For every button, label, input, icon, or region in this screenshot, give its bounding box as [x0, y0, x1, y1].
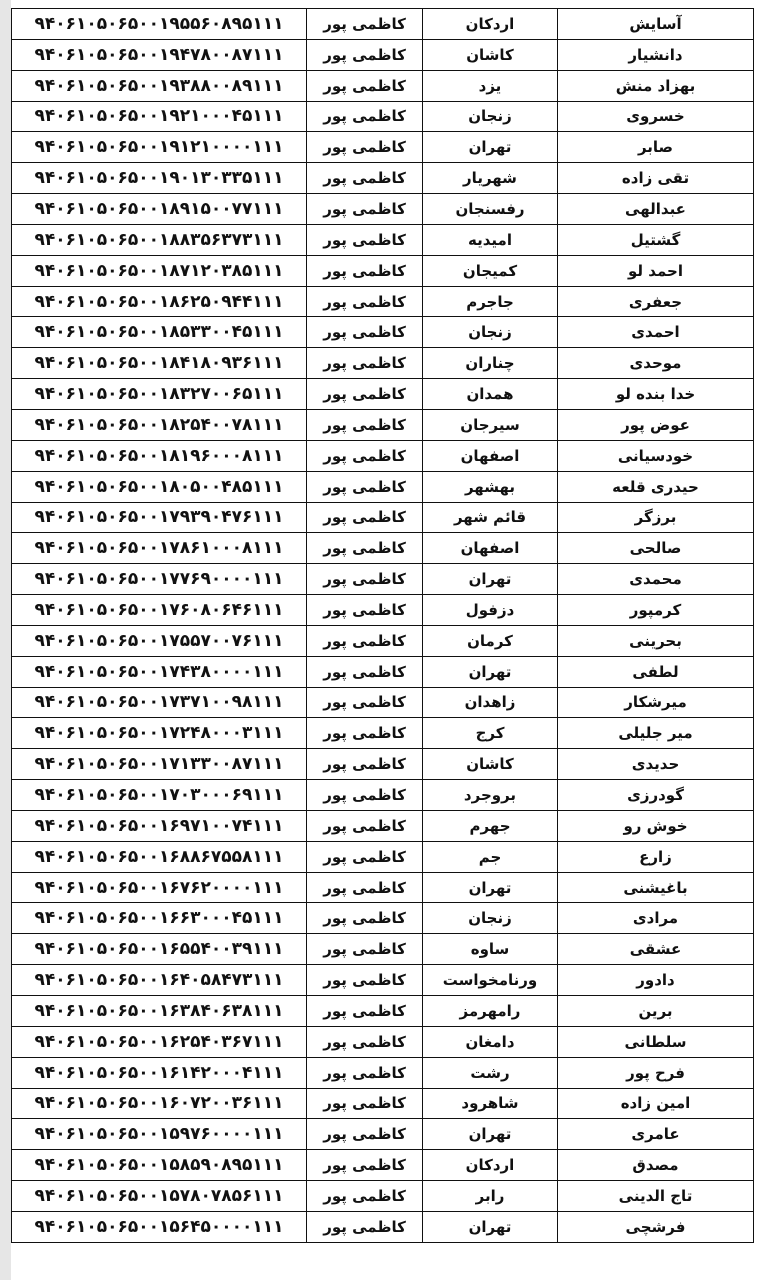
city-cell: تهران — [423, 564, 558, 595]
table-row — [12, 810, 754, 841]
firstname-cell: خوش رو — [558, 810, 754, 841]
lastname-cell: کاظمی پور — [307, 379, 423, 410]
firstname-cell: عشقی — [558, 934, 754, 965]
city-cell: زنجان — [423, 903, 558, 934]
lastname-cell: کاظمی پور — [307, 163, 423, 194]
city-cell: کرمان — [423, 625, 558, 656]
firstname-cell: برین — [558, 996, 754, 1027]
table-row — [12, 9, 754, 40]
city-cell: قائم شهر — [423, 502, 558, 533]
table-row — [12, 749, 754, 780]
table-row — [12, 132, 754, 163]
code-cell: ۹۴۰۶۱۰۵۰۶۵۰۰۱۷۳۷۱۰۰۹۸۱۱۱ — [12, 687, 307, 718]
lastname-cell: کاظمی پور — [307, 872, 423, 903]
lastname-cell: کاظمی پور — [307, 1026, 423, 1057]
code-cell: ۹۴۰۶۱۰۵۰۶۵۰۰۱۶۲۵۴۰۳۶۷۱۱۱ — [12, 1026, 307, 1057]
lastname-cell: کاظمی پور — [307, 1150, 423, 1181]
table-row — [12, 841, 754, 872]
lastname-cell: کاظمی پور — [307, 70, 423, 101]
records-table-body — [12, 9, 754, 1243]
code-cell: ۹۴۰۶۱۰۵۰۶۵۰۰۱۸۰۵۰۰۴۸۵۱۱۱ — [12, 471, 307, 502]
code-cell: ۹۴۰۶۱۰۵۰۶۵۰۰۱۷۵۵۷۰۰۷۶۱۱۱ — [12, 625, 307, 656]
firstname-cell: گودرزی — [558, 780, 754, 811]
city-cell: کاشان — [423, 39, 558, 70]
lastname-cell: کاظمی پور — [307, 471, 423, 502]
lastname-cell: کاظمی پور — [307, 625, 423, 656]
city-cell: جاجرم — [423, 286, 558, 317]
firstname-cell: فرشچی — [558, 1211, 754, 1242]
code-cell: ۹۴۰۶۱۰۵۰۶۵۰۰۱۸۳۲۷۰۰۶۵۱۱۱ — [12, 379, 307, 410]
city-cell: کرج — [423, 718, 558, 749]
lastname-cell: کاظمی پور — [307, 533, 423, 564]
code-cell: ۹۴۰۶۱۰۵۰۶۵۰۰۱۹۳۸۸۰۰۸۹۱۱۱ — [12, 70, 307, 101]
city-cell: همدان — [423, 379, 558, 410]
lastname-cell: کاظمی پور — [307, 224, 423, 255]
lastname-cell: کاظمی پور — [307, 39, 423, 70]
lastname-cell: کاظمی پور — [307, 965, 423, 996]
firstname-cell: فرح پور — [558, 1057, 754, 1088]
table-row — [12, 1119, 754, 1150]
city-cell: زنجان — [423, 101, 558, 132]
city-cell: دامغان — [423, 1026, 558, 1057]
code-cell: ۹۴۰۶۱۰۵۰۶۵۰۰۱۸۵۳۳۰۰۴۵۱۱۱ — [12, 317, 307, 348]
code-cell: ۹۴۰۶۱۰۵۰۶۵۰۰۱۷۴۳۸۰۰۰۰۱۱۱ — [12, 656, 307, 687]
city-cell: جم — [423, 841, 558, 872]
city-cell: تهران — [423, 1119, 558, 1150]
table-row — [12, 965, 754, 996]
table-row — [12, 564, 754, 595]
firstname-cell: عوض پور — [558, 409, 754, 440]
table-row — [12, 996, 754, 1027]
lastname-cell: کاظمی پور — [307, 903, 423, 934]
firstname-cell: بهزاد منش — [558, 70, 754, 101]
table-row — [12, 224, 754, 255]
table-row — [12, 194, 754, 225]
table-row — [12, 533, 754, 564]
firstname-cell: خودسیانی — [558, 440, 754, 471]
firstname-cell: صابر — [558, 132, 754, 163]
firstname-cell: مرادی — [558, 903, 754, 934]
table-row — [12, 1150, 754, 1181]
lastname-cell: کاظمی پور — [307, 841, 423, 872]
code-cell: ۹۴۰۶۱۰۵۰۶۵۰۰۱۷۷۶۹۰۰۰۰۱۱۱ — [12, 564, 307, 595]
city-cell: رامهرمز — [423, 996, 558, 1027]
table-row — [12, 1181, 754, 1212]
code-cell: ۹۴۰۶۱۰۵۰۶۵۰۰۱۶۹۷۱۰۰۷۴۱۱۱ — [12, 810, 307, 841]
city-cell: دزفول — [423, 595, 558, 626]
firstname-cell: دانشیار — [558, 39, 754, 70]
code-cell: ۹۴۰۶۱۰۵۰۶۵۰۰۱۶۳۸۴۰۶۳۸۱۱۱ — [12, 996, 307, 1027]
city-cell: یزد — [423, 70, 558, 101]
firstname-cell: آسایش — [558, 9, 754, 40]
firstname-cell: خدا بنده لو — [558, 379, 754, 410]
table-row — [12, 718, 754, 749]
table-row — [12, 502, 754, 533]
firstname-cell: باغیشنی — [558, 872, 754, 903]
firstname-cell: محمدی — [558, 564, 754, 595]
firstname-cell: تقی زاده — [558, 163, 754, 194]
table-row — [12, 687, 754, 718]
firstname-cell: خسروی — [558, 101, 754, 132]
city-cell: شاهرود — [423, 1088, 558, 1119]
firstname-cell: سلطانی — [558, 1026, 754, 1057]
firstname-cell: احمد لو — [558, 255, 754, 286]
city-cell: رابر — [423, 1181, 558, 1212]
lastname-cell: کاظمی پور — [307, 9, 423, 40]
code-cell: ۹۴۰۶۱۰۵۰۶۵۰۰۱۶۸۸۶۷۵۵۸۱۱۱ — [12, 841, 307, 872]
table-row — [12, 101, 754, 132]
code-cell: ۹۴۰۶۱۰۵۰۶۵۰۰۱۵۸۵۹۰۸۹۵۱۱۱ — [12, 1150, 307, 1181]
city-cell: زاهدان — [423, 687, 558, 718]
code-cell: ۹۴۰۶۱۰۵۰۶۵۰۰۱۹۰۱۳۰۳۳۵۱۱۱ — [12, 163, 307, 194]
firstname-cell: امین زاده — [558, 1088, 754, 1119]
code-cell: ۹۴۰۶۱۰۵۰۶۵۰۰۱۷۸۶۱۰۰۰۸۱۱۱ — [12, 533, 307, 564]
lastname-cell: کاظمی پور — [307, 718, 423, 749]
lastname-cell: کاظمی پور — [307, 502, 423, 533]
city-cell: تهران — [423, 872, 558, 903]
city-cell: رشت — [423, 1057, 558, 1088]
lastname-cell: کاظمی پور — [307, 687, 423, 718]
table-row — [12, 317, 754, 348]
code-cell: ۹۴۰۶۱۰۵۰۶۵۰۰۱۵۷۸۰۷۸۵۶۱۱۱ — [12, 1181, 307, 1212]
city-cell: امیدیه — [423, 224, 558, 255]
firstname-cell: حیدری قلعه — [558, 471, 754, 502]
city-cell: تهران — [423, 656, 558, 687]
code-cell: ۹۴۰۶۱۰۵۰۶۵۰۰۱۸۴۱۸۰۹۳۶۱۱۱ — [12, 348, 307, 379]
code-cell: ۹۴۰۶۱۰۵۰۶۵۰۰۱۵۶۴۵۰۰۰۰۱۱۱ — [12, 1211, 307, 1242]
code-cell: ۹۴۰۶۱۰۵۰۶۵۰۰۱۶۰۷۲۰۰۳۶۱۱۱ — [12, 1088, 307, 1119]
table-row — [12, 934, 754, 965]
lastname-cell: کاظمی پور — [307, 780, 423, 811]
table-row — [12, 1088, 754, 1119]
lastname-cell: کاظمی پور — [307, 656, 423, 687]
city-cell: اردکان — [423, 9, 558, 40]
table-row — [12, 70, 754, 101]
code-cell: ۹۴۰۶۱۰۵۰۶۵۰۰۱۷۰۳۰۰۰۶۹۱۱۱ — [12, 780, 307, 811]
table-row — [12, 1026, 754, 1057]
firstname-cell: حدیدی — [558, 749, 754, 780]
city-cell: ساوه — [423, 934, 558, 965]
code-cell: ۹۴۰۶۱۰۵۰۶۵۰۰۱۶۶۳۰۰۰۴۵۱۱۱ — [12, 903, 307, 934]
code-cell: ۹۴۰۶۱۰۵۰۶۵۰۰۱۶۷۶۲۰۰۰۰۱۱۱ — [12, 872, 307, 903]
lastname-cell: کاظمی پور — [307, 1119, 423, 1150]
table-row — [12, 348, 754, 379]
city-cell: اصفهان — [423, 533, 558, 564]
lastname-cell: کاظمی پور — [307, 749, 423, 780]
firstname-cell: لطفی — [558, 656, 754, 687]
code-cell: ۹۴۰۶۱۰۵۰۶۵۰۰۱۸۶۲۵۰۹۴۴۱۱۱ — [12, 286, 307, 317]
city-cell: تهران — [423, 1211, 558, 1242]
lastname-cell: کاظمی پور — [307, 348, 423, 379]
city-cell: کمیجان — [423, 255, 558, 286]
table-row — [12, 409, 754, 440]
table-row — [12, 656, 754, 687]
firstname-cell: موحدی — [558, 348, 754, 379]
table-row — [12, 625, 754, 656]
lastname-cell: کاظمی پور — [307, 440, 423, 471]
code-cell: ۹۴۰۶۱۰۵۰۶۵۰۰۱۷۲۴۸۰۰۰۳۱۱۱ — [12, 718, 307, 749]
code-cell: ۹۴۰۶۱۰۵۰۶۵۰۰۱۹۲۱۰۰۰۴۵۱۱۱ — [12, 101, 307, 132]
lastname-cell: کاظمی پور — [307, 409, 423, 440]
code-cell: ۹۴۰۶۱۰۵۰۶۵۰۰۱۸۹۱۵۰۰۷۷۱۱۱ — [12, 194, 307, 225]
code-cell: ۹۴۰۶۱۰۵۰۶۵۰۰۱۷۱۳۳۰۰۸۷۱۱۱ — [12, 749, 307, 780]
firstname-cell: عبدالهی — [558, 194, 754, 225]
records-table — [11, 8, 754, 1243]
firstname-cell: جعفری — [558, 286, 754, 317]
lastname-cell: کاظمی پور — [307, 132, 423, 163]
table-row — [12, 595, 754, 626]
table-row — [12, 780, 754, 811]
city-cell: بهشهر — [423, 471, 558, 502]
city-cell: اصفهان — [423, 440, 558, 471]
firstname-cell: صالحی — [558, 533, 754, 564]
city-cell: جهرم — [423, 810, 558, 841]
table-row — [12, 471, 754, 502]
table-row — [12, 163, 754, 194]
city-cell: اردکان — [423, 1150, 558, 1181]
firstname-cell: بحرینی — [558, 625, 754, 656]
city-cell: رفسنجان — [423, 194, 558, 225]
city-cell: زنجان — [423, 317, 558, 348]
code-cell: ۹۴۰۶۱۰۵۰۶۵۰۰۱۶۵۵۴۰۰۳۹۱۱۱ — [12, 934, 307, 965]
code-cell: ۹۴۰۶۱۰۵۰۶۵۰۰۱۵۹۷۶۰۰۰۰۱۱۱ — [12, 1119, 307, 1150]
lastname-cell: کاظمی پور — [307, 1211, 423, 1242]
code-cell: ۹۴۰۶۱۰۵۰۶۵۰۰۱۹۱۲۱۰۰۰۰۱۱۱ — [12, 132, 307, 163]
table-row — [12, 440, 754, 471]
firstname-cell: دادور — [558, 965, 754, 996]
firstname-cell: گشتیل — [558, 224, 754, 255]
lastname-cell: کاظمی پور — [307, 1088, 423, 1119]
table-row — [12, 39, 754, 70]
firstname-cell: عامری — [558, 1119, 754, 1150]
lastname-cell: کاظمی پور — [307, 194, 423, 225]
city-cell: چناران — [423, 348, 558, 379]
code-cell: ۹۴۰۶۱۰۵۰۶۵۰۰۱۷۹۳۹۰۴۷۶۱۱۱ — [12, 502, 307, 533]
table-row — [12, 1057, 754, 1088]
lastname-cell: کاظمی پور — [307, 1181, 423, 1212]
code-cell: ۹۴۰۶۱۰۵۰۶۵۰۰۱۸۷۱۲۰۳۸۵۱۱۱ — [12, 255, 307, 286]
code-cell: ۹۴۰۶۱۰۵۰۶۵۰۰۱۶۱۴۲۰۰۰۴۱۱۱ — [12, 1057, 307, 1088]
firstname-cell: تاج الدینی — [558, 1181, 754, 1212]
page-margin-strip — [0, 0, 11, 1280]
table-row — [12, 903, 754, 934]
lastname-cell: کاظمی پور — [307, 810, 423, 841]
firstname-cell: میر جلیلی — [558, 718, 754, 749]
table-row — [12, 255, 754, 286]
code-cell: ۹۴۰۶۱۰۵۰۶۵۰۰۱۷۶۰۸۰۶۴۶۱۱۱ — [12, 595, 307, 626]
firstname-cell: احمدی — [558, 317, 754, 348]
city-cell: سیرجان — [423, 409, 558, 440]
city-cell: کاشان — [423, 749, 558, 780]
city-cell: شهریار — [423, 163, 558, 194]
city-cell: بروجرد — [423, 780, 558, 811]
lastname-cell: کاظمی پور — [307, 255, 423, 286]
code-cell: ۹۴۰۶۱۰۵۰۶۵۰۰۱۹۴۷۸۰۰۸۷۱۱۱ — [12, 39, 307, 70]
lastname-cell: کاظمی پور — [307, 564, 423, 595]
firstname-cell: مصدق — [558, 1150, 754, 1181]
code-cell: ۹۴۰۶۱۰۵۰۶۵۰۰۱۶۴۰۵۸۴۷۳۱۱۱ — [12, 965, 307, 996]
lastname-cell: کاظمی پور — [307, 996, 423, 1027]
table-row — [12, 872, 754, 903]
code-cell: ۹۴۰۶۱۰۵۰۶۵۰۰۱۹۵۵۶۰۸۹۵۱۱۱ — [12, 9, 307, 40]
table-row — [12, 1211, 754, 1242]
lastname-cell: کاظمی پور — [307, 595, 423, 626]
code-cell: ۹۴۰۶۱۰۵۰۶۵۰۰۱۸۸۳۵۶۳۷۳۱۱۱ — [12, 224, 307, 255]
table-row — [12, 379, 754, 410]
lastname-cell: کاظمی پور — [307, 317, 423, 348]
city-cell: تهران — [423, 132, 558, 163]
lastname-cell: کاظمی پور — [307, 934, 423, 965]
firstname-cell: کرمپور — [558, 595, 754, 626]
firstname-cell: میرشکار — [558, 687, 754, 718]
table-row — [12, 286, 754, 317]
lastname-cell: کاظمی پور — [307, 286, 423, 317]
code-cell: ۹۴۰۶۱۰۵۰۶۵۰۰۱۸۱۹۶۰۰۰۸۱۱۱ — [12, 440, 307, 471]
lastname-cell: کاظمی پور — [307, 101, 423, 132]
code-cell: ۹۴۰۶۱۰۵۰۶۵۰۰۱۸۲۵۴۰۰۷۸۱۱۱ — [12, 409, 307, 440]
firstname-cell: برزگر — [558, 502, 754, 533]
firstname-cell: زارع — [558, 841, 754, 872]
city-cell: ورنامخواست — [423, 965, 558, 996]
lastname-cell: کاظمی پور — [307, 1057, 423, 1088]
